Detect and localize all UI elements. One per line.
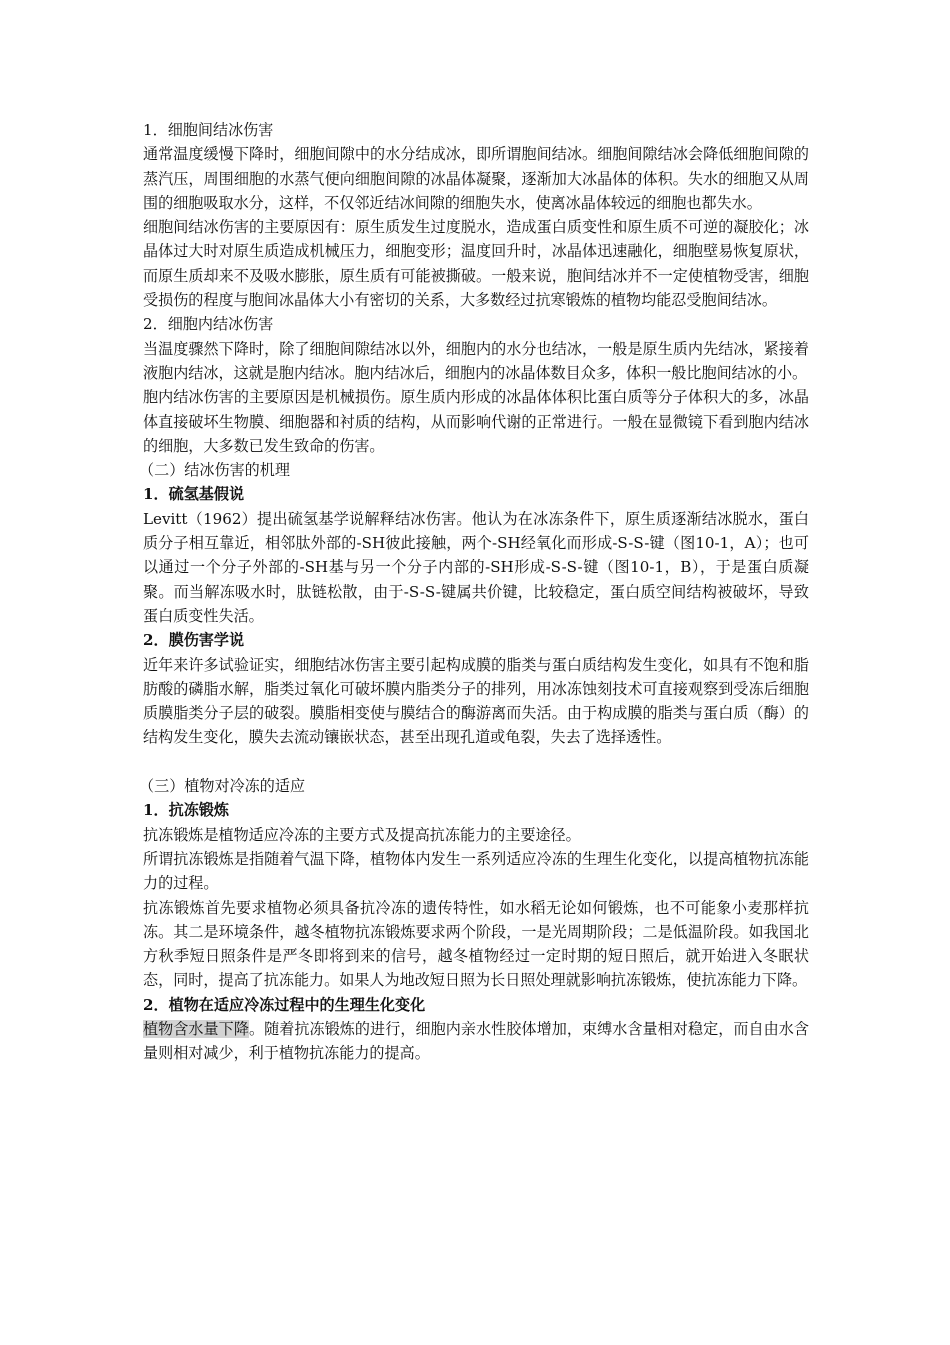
highlighted-text: 植物含水量下降 (143, 1019, 249, 1038)
paragraph: 抗冻锻炼是植物适应冷冻的主要方式及提高抗冻能力的主要途径。 (143, 825, 581, 844)
paragraph: 抗冻锻炼首先要求植物必须具备抗冷冻的遗传特性，如水稻无论如何锻炼，也不可能象小麦那样抗冻。其二是环境条件，越冬植物抗冻锻炼要求两个阶段，一是光周期阶段；二是低温阶段。如我国北方秋季短日照条件是严冬即将到来的信号，越冬植物经过一定时期的短日照后，就开始进入冬眠状态，同时，提高了抗冻能力。如果人为地改短日照为长日照处理就影响抗冻锻炼，使抗冻能力下降。 (143, 898, 809, 990)
subsection-heading-freeze-hardening: 1．抗冻锻炼 (143, 801, 229, 820)
paragraph: 所谓抗冻锻炼是指随着气温下降，植物体内发生一系列适应冷冻的生理生化变化，以提高植物抗冻能力的过程。 (143, 849, 809, 893)
paragraph: 近年来许多试验证实，细胞结冰伤害主要引起构成膜的脂类与蛋白质结构发生变化，如具有不饱和脂肪酸的磷脂水解，脂类过氧化可破坏膜内脂类分子的排列，用冰冻蚀刻技术可直接观察到受冻后细胞质膜脂类分子层的破裂。膜脂相变使与膜结合的酶游离而失活。由于构成膜的脂类与蛋白质（酶）的结构发生变化，膜失去流动镶嵌状态，甚至出现孔道或龟裂，失去了选择透性。 (143, 655, 809, 747)
subsection-heading-physiological-changes: 2．植物在适应冷冻过程中的生理生化变化 (143, 995, 426, 1014)
paragraph (143, 1017, 809, 1066)
paragraph: Levitt（1962）提出硫氢基学说解释结冰伤害。他认为在冰冻条件下，原生质逐渐结冰脱水，蛋白质分子相互靠近，相邻肽外部的-SH彼此接触，两个-SH经氧化而形成-S-S-键（图10-1，A）；也可以通过一个分子外部的-SH基与另一个分子内部的-SH形成-S-S-键（图10-1，B），于是蛋白质凝聚。而当解冻吸水时，肽链松散，由于-S-S-键属共价键，比较稳定，蛋白质空间结构被破坏，导致蛋白质变性失活。 (143, 509, 809, 625)
subsection-heading-membrane-damage: 2．膜伤害学说 (143, 631, 245, 650)
part-heading-cold-adaptation: （三）植物对冷冻的适应 (139, 777, 306, 796)
part-heading-freezing-mechanism: （二）结冰伤害的机理 (139, 461, 290, 480)
paragraph-text: 。随着抗冻锻炼的进行，细胞内亲水性胶体增加，束缚水含量相对稳定，而自由水含量则相对减少，利于植物抗冻能力的提高。 (143, 1019, 809, 1063)
subsection-heading-sulfhydryl-hypothesis: 1．硫氢基假说 (143, 485, 245, 504)
paragraph: 细胞间结冰伤害的主要原因有：原生质发生过度脱水，造成蛋白质变性和原生质不可逆的凝胶化；冰晶体过大时对原生质造成机械压力，细胞变形；温度回升时，冰晶体迅速融化，细胞壁易恢复原状，而原生质却来不及吸水膨胀，原生质有可能被撕破。一般来说，胞间结冰并不一定使植物受害，细胞受损伤的程度与胞间冰晶体大小有密切的关系，大多数经过抗寒锻炼的植物均能忍受胞间结冰。 (143, 218, 809, 310)
section-heading-intracellular-freezing: 2．细胞内结冰伤害 (143, 315, 274, 334)
blank-line (143, 750, 809, 774)
section-heading-intercellular-freezing: 1．细胞间结冰伤害 (143, 121, 274, 139)
paragraph: 当温度骤然下降时，除了细胞间隙结冰以外，细胞内的水分也结冰，一般是原生质内先结冰，紧接着液胞内结冰，这就是胞内结冰。胞内结冰后，细胞内的冰晶体数目众多，体积一般比胞间结冰的小。 (143, 339, 809, 382)
paragraph: 通常温度缓慢下降时，细胞间隙中的水分结成冰，即所谓胞间结冰。细胞间隙结冰会降低细胞间隙的蒸汽压，周围细胞的水蒸气便向细胞间隙的冰晶体凝聚，逐渐加大冰晶体的体积。失水的细胞又从周围的细胞吸取水分，这样，不仅邻近结冰间隙的细胞失水，使离冰晶体较远的细胞也都失水。 (143, 145, 809, 212)
document-page (139, 118, 809, 1066)
paragraph: 胞内结冰伤害的主要原因是机械损伤。原生质内形成的冰晶体体积比蛋白质等分子体积大的多，冰晶体直接破坏生物膜、细胞器和衬质的结构，从而影响代谢的正常进行。一般在显微镜下看到胞内结冰的细胞，大多数已发生致命的伤害。 (143, 388, 809, 455)
